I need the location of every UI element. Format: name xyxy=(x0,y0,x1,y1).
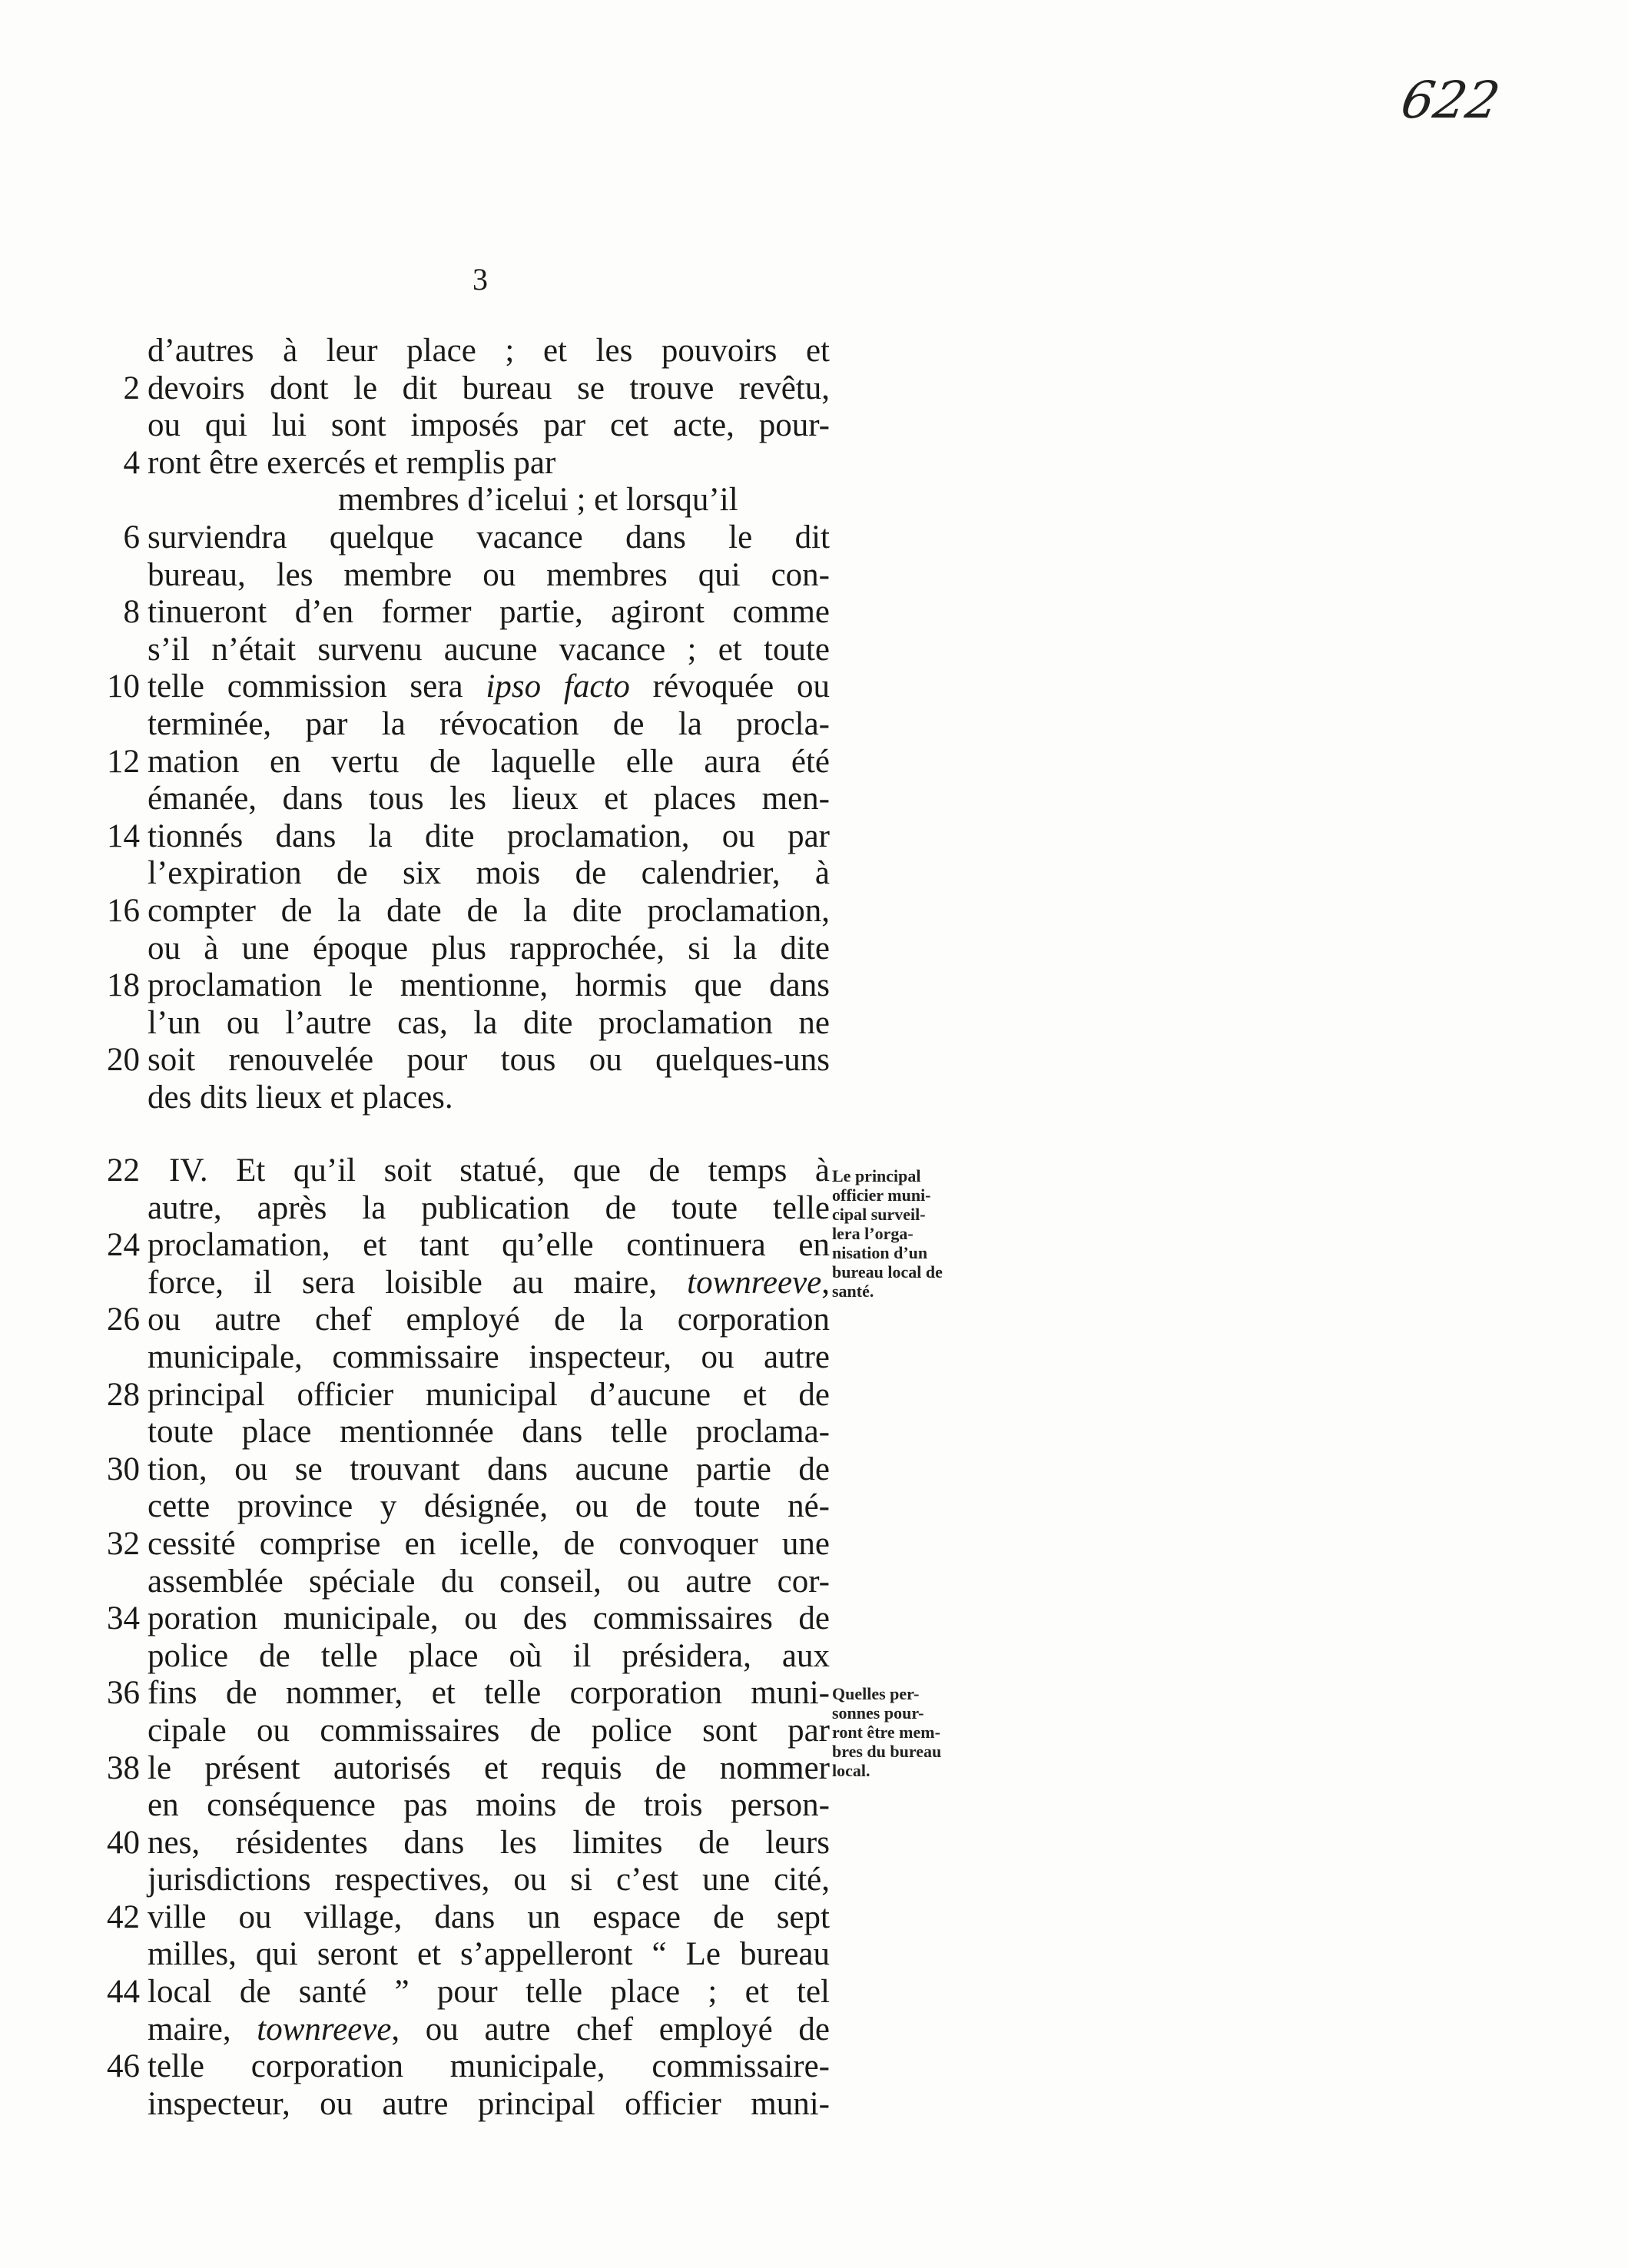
text-line xyxy=(92,1825,830,1862)
line-text: en conséquence pas moins de trois person- xyxy=(148,1787,830,1824)
line-text: fins de nommer, et telle corporation muni- xyxy=(148,1675,830,1712)
line-number: 20 xyxy=(107,1042,140,1079)
line-number: 2 xyxy=(123,370,140,406)
line-text: force, il sera loisible au maire, townreeve, xyxy=(148,1264,830,1301)
line-text: émanée, dans tous les lieux et places men- xyxy=(148,781,830,817)
line-text: l’expiration de six mois de calendrier, à xyxy=(148,855,830,892)
line-number: 44 xyxy=(107,1974,140,2011)
line-text: telle corporation municipale, commissaire- xyxy=(148,2048,830,2085)
text-line xyxy=(92,445,830,482)
line-number: 26 xyxy=(107,1301,140,1338)
line-text: cette province y désignée, ou de toute né- xyxy=(148,1488,830,1525)
line-text: surviendra quelque vacance dans le dit xyxy=(148,519,830,555)
line-number: 32 xyxy=(107,1525,140,1562)
line-text: cipale ou commissaires de police sont par xyxy=(148,1712,830,1749)
text-line xyxy=(92,1005,830,1043)
text-line xyxy=(92,818,830,856)
text-line xyxy=(92,1190,830,1228)
text-line xyxy=(92,781,830,818)
text-line xyxy=(92,1414,830,1451)
line-text: proclamation le mentionne, hormis que dans xyxy=(148,967,830,1004)
line-number: 8 xyxy=(123,594,140,631)
line-number: 36 xyxy=(107,1675,140,1712)
line-number: 12 xyxy=(107,743,140,780)
line-text: cessité comprise en icelle, de convoquer une xyxy=(148,1525,830,1562)
line-text: soit renouvelée pour tous ou quelques-uns xyxy=(148,1042,830,1079)
line-number: 30 xyxy=(107,1451,140,1487)
line-text: terminée, par la révocation de la procla- xyxy=(148,705,830,742)
text-line xyxy=(92,1862,830,1899)
line-text: proclamation, et tant qu’elle continuera en xyxy=(148,1227,830,1264)
margin-note-line: lera l’orga- xyxy=(832,1224,913,1243)
margin-note-line: bres du bureau xyxy=(832,1742,942,1761)
line-text: l’un ou l’autre cas, la dite proclamation ne xyxy=(148,1004,830,1041)
text-line xyxy=(92,2086,830,2124)
line-number: 24 xyxy=(107,1227,140,1264)
line-text: autre, après la publication de toute telle xyxy=(148,1189,830,1226)
line-number: 16 xyxy=(107,892,140,929)
line-number: 10 xyxy=(107,668,140,705)
line-text: le présent autorisés et requis de nommer xyxy=(148,1749,830,1786)
text-line xyxy=(92,519,830,557)
text-line xyxy=(92,1526,830,1563)
line-text: membres d’icelui ; et lorsqu’il xyxy=(338,482,738,519)
text-line xyxy=(92,1301,830,1339)
margin-note-organisation xyxy=(832,1166,993,1301)
line-text: jurisdictions respectives, ou si c’est une cité, xyxy=(148,1862,830,1898)
text-line xyxy=(92,744,830,781)
line-number: 14 xyxy=(107,817,140,854)
text-line xyxy=(92,1787,830,1825)
line-text: mation en vertu de laquelle elle aura été xyxy=(148,743,830,780)
folio-number: 622 xyxy=(1397,71,1504,130)
line-text: inspecteur, ou autre principal officier muni- xyxy=(148,2085,830,2122)
line-text: municipale, commissaire inspecteur, ou autre xyxy=(148,1338,830,1375)
line-number: 40 xyxy=(107,1824,140,1861)
line-text: tion, ou se trouvant dans aucune partie de xyxy=(148,1451,830,1487)
line-text: local de santé ” pour telle place ; et tel xyxy=(148,1974,830,2011)
text-line xyxy=(92,1152,830,1190)
text-line xyxy=(92,482,830,519)
line-number: 38 xyxy=(107,1749,140,1786)
line-number: 34 xyxy=(107,1600,140,1637)
line-text: s’il n’était survenu aucune vacance ; et toute xyxy=(148,631,830,668)
text-line xyxy=(92,930,830,968)
line-text: nes, résidentes dans les limites de leurs xyxy=(148,1824,830,1861)
text-line xyxy=(92,594,830,632)
text-line xyxy=(92,1488,830,1526)
text-line xyxy=(92,1339,830,1377)
text-line xyxy=(92,1713,830,1750)
text-line xyxy=(92,706,830,744)
line-text: poration municipale, ou des commissaires de xyxy=(148,1600,830,1637)
text-line xyxy=(92,632,830,669)
line-number: 4 xyxy=(123,444,140,481)
line-text: d’autres à leur place ; et les pouvoirs et xyxy=(148,333,830,369)
text-line xyxy=(92,1974,830,2011)
text-line xyxy=(92,1936,830,1974)
text-line xyxy=(92,2011,830,2049)
text-line xyxy=(92,1600,830,1638)
line-text: IV. Et qu’il soit statué, que de temps à xyxy=(169,1152,830,1189)
line-text: ou qui lui sont imposés par cet acte, pour- xyxy=(148,407,830,444)
line-text: ou à une époque plus rapprochée, si la dite xyxy=(148,930,830,967)
line-text: ville ou village, dans un espace de sept xyxy=(148,1898,830,1935)
line-number: 28 xyxy=(107,1376,140,1413)
text-line xyxy=(92,668,830,706)
text-block-section-iv xyxy=(92,1152,830,2123)
line-text: tionnés dans la dite proclamation, ou par xyxy=(148,817,830,854)
margin-note-line: Le principal xyxy=(832,1166,921,1185)
text-line xyxy=(92,557,830,595)
margin-note-line: officier muni- xyxy=(832,1185,931,1205)
margin-note-line: ront être mem- xyxy=(832,1723,940,1742)
margin-note-line: sonnes pour- xyxy=(832,1703,924,1723)
margin-note-line: santé. xyxy=(832,1282,874,1301)
page-number: 3 xyxy=(472,262,488,297)
margin-note-line: Quelles per- xyxy=(832,1684,920,1703)
line-number: 22 xyxy=(107,1152,140,1189)
line-text: devoirs dont le dit bureau se trouve revêtu, xyxy=(148,370,830,406)
text-line xyxy=(92,1750,830,1788)
text-line xyxy=(92,1451,830,1489)
line-text: compter de la date de la dite proclamation, xyxy=(148,892,830,929)
line-text: tinueront d’en former partie, agiront comme xyxy=(148,594,830,631)
text-line xyxy=(92,1227,830,1265)
text-line xyxy=(92,2048,830,2086)
line-text: maire, townreeve, ou autre chef employé de xyxy=(148,2011,831,2048)
line-number: 18 xyxy=(107,967,140,1004)
text-line xyxy=(92,1675,830,1713)
line-text: telle commission sera ipso facto révoquée ou xyxy=(148,668,831,705)
text-line xyxy=(92,1079,830,1117)
text-line xyxy=(92,370,830,408)
line-text: toute place mentionnée dans telle proclama- xyxy=(148,1414,830,1451)
line-text: police de telle place où il présidera, aux xyxy=(148,1637,830,1674)
text-line xyxy=(92,1563,830,1601)
text-line xyxy=(92,1377,830,1414)
line-text: ou autre chef employé de la corporation xyxy=(148,1301,830,1338)
line-text: bureau, les membre ou membres qui con- xyxy=(148,556,830,593)
line-text: assemblée spéciale du conseil, ou autre cor- xyxy=(148,1563,830,1600)
text-line xyxy=(92,967,830,1005)
text-line xyxy=(92,893,830,930)
margin-note-line: local. xyxy=(832,1761,870,1780)
line-number: 46 xyxy=(107,2048,140,2085)
margin-note-members xyxy=(832,1684,993,1780)
text-line xyxy=(92,1265,830,1302)
text-line xyxy=(92,1638,830,1676)
text-line xyxy=(92,333,830,370)
margin-note-line: bureau local de xyxy=(832,1262,943,1282)
line-number: 6 xyxy=(123,519,140,555)
text-block-continuation xyxy=(92,333,830,1116)
text-line xyxy=(92,1899,830,1937)
line-number: 42 xyxy=(107,1898,140,1935)
line-text: principal officier municipal d’aucune et de xyxy=(148,1376,830,1413)
text-line xyxy=(92,1042,830,1079)
line-text: milles, qui seront et s’appelleront “ Le bureau xyxy=(148,1936,830,1973)
text-line xyxy=(92,407,830,445)
margin-note-line: nisation d’un xyxy=(832,1243,928,1262)
line-text: des dits lieux et places. xyxy=(148,1079,453,1116)
margin-note-line: cipal surveil- xyxy=(832,1205,926,1224)
text-line xyxy=(92,855,830,893)
line-text: ront être exercés et remplis par xyxy=(148,444,556,481)
